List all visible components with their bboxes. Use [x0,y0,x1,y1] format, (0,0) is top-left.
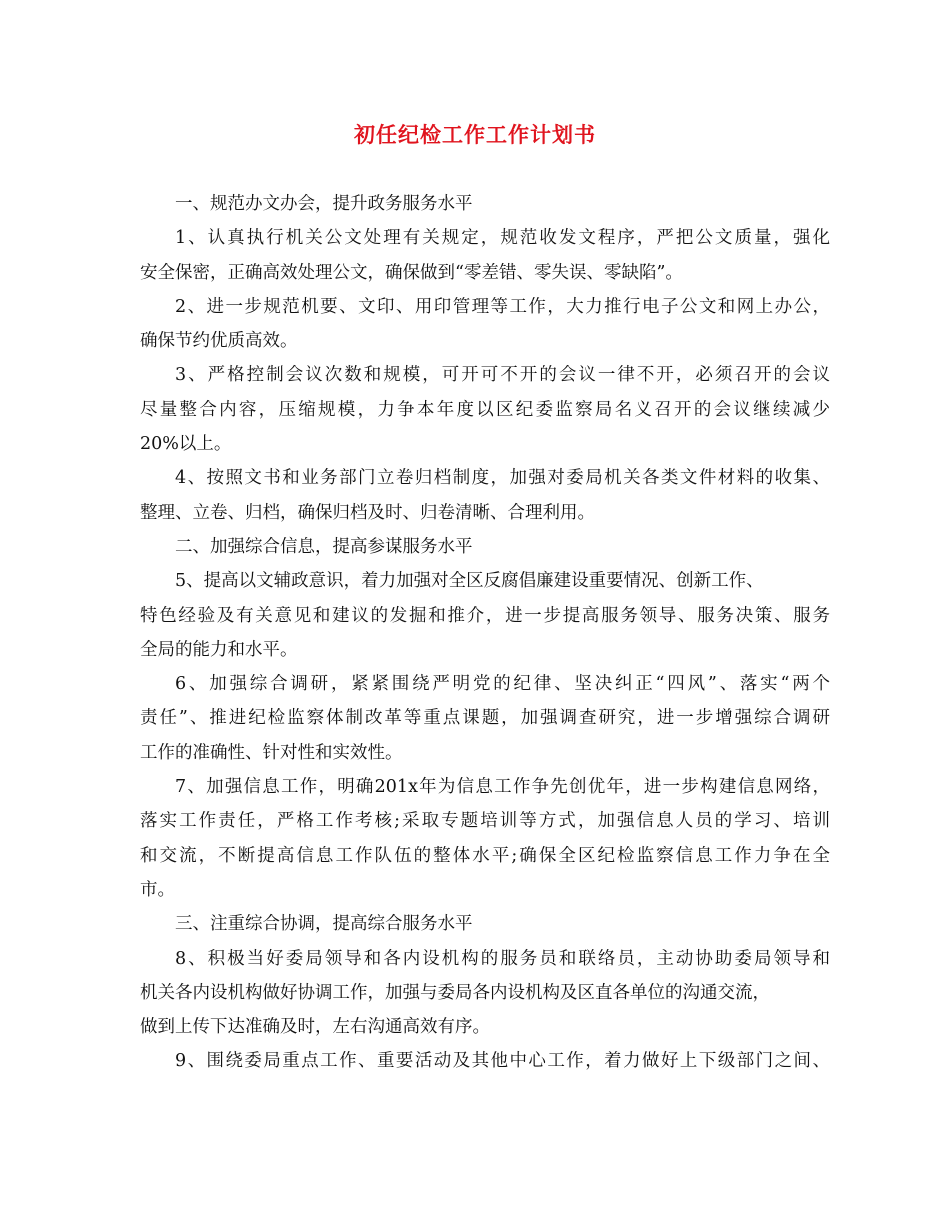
text-line: 8、积极当好委局领导和各内设机构的服务员和联络员，主动协助委局领导和 [175,948,830,969]
text-line: 做到上传下达准确及时，左右沟通高效有序。 [140,1017,490,1038]
text-line: 确保节约优质高效。 [140,331,298,352]
text-line: 特色经验及有关意见和建议的发掘和推介，进一步提高服务领导、服务决策、服务 [140,605,830,626]
text-line: 全局的能力和水平。 [140,639,298,660]
text-line: 安全保密，正确高效处理公文，确保做到“零差错、零失误、零缺陷”。 [140,262,683,283]
text-line: 1、认真执行机关公文处理有关规定，规范收发文程序，严把公文质量，强化 [175,228,830,249]
text-line: 二、加强综合信息，提高参谋服务水平 [175,536,473,557]
text-line: 和交流，不断提高信息工作队伍的整体水平;确保全区纪检监察信息工作力争在全 [140,845,830,866]
text-line: 落实工作责任，严格工作考核;采取专题培训等方式，加强信息人员的学习、培训 [140,811,830,832]
text-line: 4、按照文书和业务部门立卷归档制度，加强对委局机关各类文件材料的收集、 [175,468,830,489]
text-line: 7、加强信息工作，明确201x年为信息工作争先创优年，进一步构建信息网络， [175,777,830,798]
text-line: 责任”、推进纪检监察体制改革等重点课题，加强调查研究，进一步增强综合调研 [140,708,830,729]
document-body [140,187,830,1079]
text-line: 3、严格控制会议次数和规模，可开可不开的会议一律不开，必须召开的会议 [175,365,830,386]
text-line: 工作的准确性、针对性和实效性。 [140,742,403,763]
text-line: 9、围绕委局重点工作、重要活动及其他中心工作，着力做好上下级部门之间、 [175,1051,830,1072]
text-line: 6、加强综合调研，紧紧围绕严明党的纪律、坚决纠正“四风”、落实“两个 [175,674,830,695]
text-line: 20%以上。 [140,434,232,455]
text-line: 三、注重综合协调，提高综合服务水平 [175,914,473,935]
text-line: 5、提高以文辅政意识，着力加强对全区反腐倡廉建设重要情况、创新工作、 [175,571,764,592]
text-line: 尽量整合内容，压缩规模，力争本年度以区纪委监察局名义召开的会议继续减少 [140,399,830,420]
text-line: 市。 [140,879,175,900]
document-title: 初任纪检工作工作计划书 [354,122,596,147]
text-line: 机关各内设机构做好协调工作，加强与委局各内设机构及区直各单位的沟通交流， [140,982,770,1003]
text-line: 整理、立卷、归档，确保归档及时、归卷清晰、合理利用。 [140,502,595,523]
text-line: 2、进一步规范机要、文印、用印管理等工作，大力推行电子公文和网上办公， [175,296,830,317]
text-line: 一、规范办文办会，提升政务服务水平 [175,194,473,214]
